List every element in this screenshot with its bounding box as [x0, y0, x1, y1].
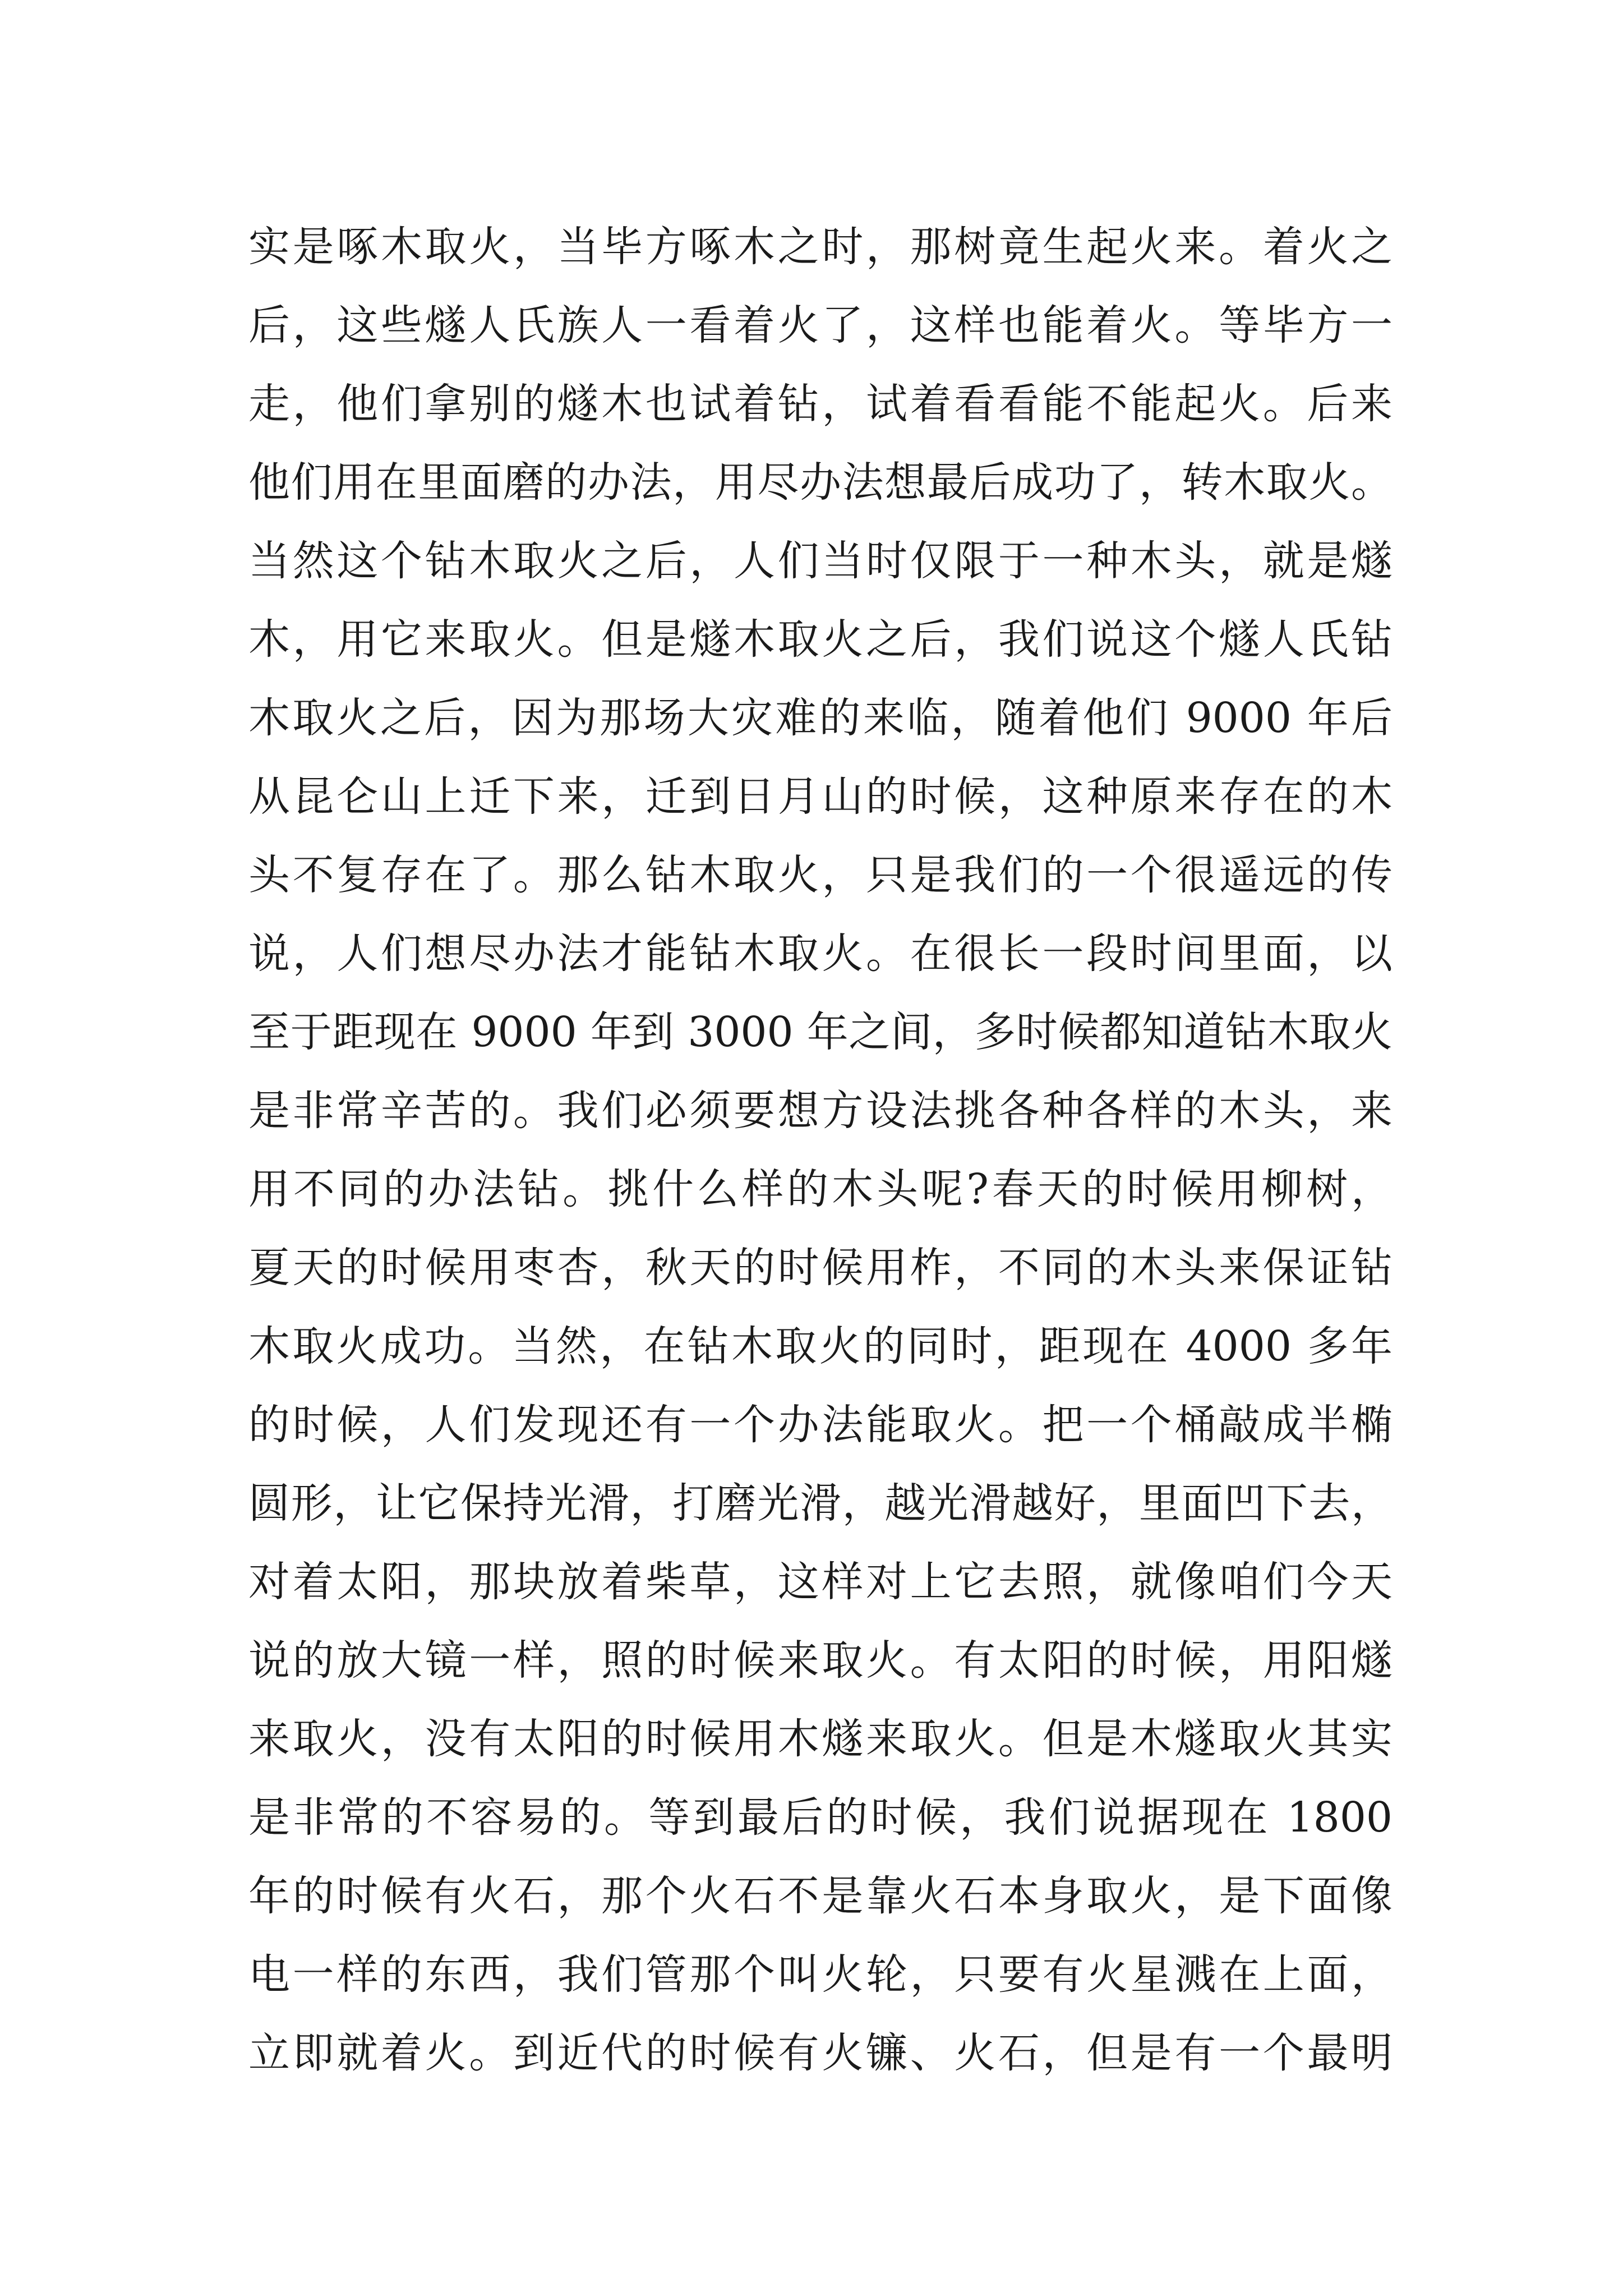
text-line: 对着太阳，那块放着柴草，这样对上它去照，就像咱们今天: [248, 1558, 1393, 1606]
text-line: 圆形，让它保持光滑，打磨光滑，越光滑越好，里面凹下去，: [248, 1479, 1393, 1527]
text-line: 至于距现在 9000 年到 3000 年之间，多时候都知道钻木取火: [248, 1008, 1393, 1056]
text-line: 木，用它来取火。但是燧木取火之后，我们说这个燧人氏钻: [248, 615, 1393, 664]
text-line: 电一样的东西，我们管那个叫火轮，只要有火星溅在上面，: [248, 1950, 1393, 1999]
text-line: 是非常的不容易的。等到最后的时候，我们说据现在 1800: [248, 1793, 1393, 1842]
text-line: 木取火之后，因为那场大灾难的来临，随着他们 9000 年后: [248, 694, 1393, 742]
text-line: 年的时候有火石，那个火石不是靠火石本身取火，是下面像: [248, 1872, 1393, 1920]
text-line: 说的放大镜一样，照的时候来取火。有太阳的时候，用阳燧: [248, 1636, 1393, 1685]
text-line: 说，人们想尽办法才能钻木取火。在很长一段时间里面，以: [248, 930, 1393, 978]
text-line: 用不同的办法钻。挑什么样的木头呢?春天的时候用柳树，: [248, 1165, 1393, 1213]
text-line: 从昆仑山上迁下来，迁到日月山的时候，这种原来存在的木: [248, 772, 1393, 821]
text-line: 走，他们拿别的燧木也试着钻，试着看看能不能起火。后来: [248, 380, 1393, 428]
text-line: 夏天的时候用枣杏，秋天的时候用柞，不同的木头来保证钻: [248, 1244, 1393, 1292]
text-line: 他们用在里面磨的办法，用尽办法想最后成功了，转木取火。: [248, 458, 1393, 507]
text-line: 的时候，人们发现还有一个办法能取火。把一个桶敲成半椭: [248, 1401, 1393, 1449]
text-line: 木取火成功。当然，在钻木取火的同时，距现在 4000 多年: [248, 1322, 1393, 1370]
text-line: 后，这些燧人氏族人一看着火了，这样也能着火。等毕方一: [248, 301, 1393, 349]
body-text: [248, 208, 1393, 2092]
text-line: 是非常辛苦的。我们必须要想方设法挑各种各样的木头，来: [248, 1087, 1393, 1135]
text-line: 立即就着火。到近代的时候有火镰、火石，但是有一个最明: [248, 2029, 1393, 2077]
text-line: 当然这个钻木取火之后，人们当时仅限于一种木头，就是燧: [248, 537, 1393, 585]
text-line: 头不复存在了。那么钻木取火，只是我们的一个很遥远的传: [248, 851, 1393, 899]
text-line: 实是啄木取火，当毕方啄木之时，那树竟生起火来。着火之: [248, 223, 1393, 271]
text-line: 来取火，没有太阳的时候用木燧来取火。但是木燧取火其实: [248, 1715, 1393, 1763]
